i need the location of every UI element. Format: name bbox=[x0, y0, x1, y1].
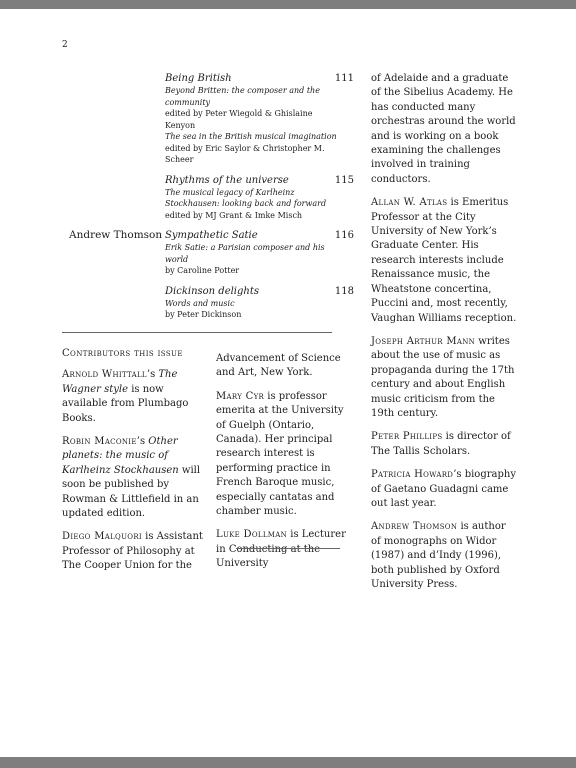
bio-text: is professor emerita at the University of Guelph (Ontario, Canada). Her principal research interest is performing practice in French Baroque music, especially cantatas and chamber music. bbox=[216, 390, 344, 518]
bio-text: is Emeritus Professor at the City University of New York’s Graduate Center. His research interests include Renaissance music, the Wheatstone concertina, Puccini and, most recently, Vaughan Williams reception. bbox=[371, 197, 517, 324]
book-title: Other planets: the music of Karlheinz Stockhausen bbox=[62, 436, 179, 476]
contributor-name: Luke Dollman bbox=[216, 529, 288, 541]
toc-book-title: Beyond Britten: the composer and the community bbox=[165, 86, 320, 107]
bio-text: ’s bbox=[146, 369, 159, 381]
toc-book-credit: edited by Eric Saylor & Christopher M. Scheer bbox=[165, 143, 325, 164]
toc-book-credit: edited by MJ Grant & Imke Misch bbox=[165, 210, 303, 220]
contributor-name: Arnold Whittall bbox=[62, 369, 147, 381]
toc-book-credit: by Caroline Potter bbox=[165, 266, 240, 275]
contributor-bio bbox=[62, 530, 208, 573]
toc-entry bbox=[62, 72, 358, 166]
contributor-name: Andrew Thomson bbox=[371, 521, 458, 533]
contributor-name: Peter Phillips bbox=[371, 431, 443, 443]
bio-text: is Assistant Professor of Philosophy at The Cooper Union for the bbox=[62, 531, 203, 572]
toc-page-number: 116 bbox=[334, 230, 354, 241]
toc-book-credit: edited by Peter Wiegold & Ghislaine Kenyon bbox=[165, 109, 313, 130]
contributor-name: Allan W. Atlas bbox=[371, 197, 448, 209]
toc-page-number: 118 bbox=[334, 285, 354, 297]
bio-text: ’s biography of Gaetano Guadagni came out last year. bbox=[371, 469, 516, 509]
contributor-name: Robin Maconie bbox=[62, 436, 137, 448]
bio-text: is now available from Plumbago Books. bbox=[62, 383, 189, 424]
toc-book-title: Erik Satie: a Parisian composer and his world bbox=[165, 243, 325, 264]
contributor-bio bbox=[371, 335, 517, 421]
bio-text: is author of monographs on Widor (1987) and d’Indy (1996), both published by Oxford University Press. bbox=[371, 521, 506, 590]
contributor-name: Joseph Arthur Mann bbox=[371, 335, 476, 347]
bio-text: will soon be published by Rowman & Littlefield in an updated edition. bbox=[62, 464, 201, 520]
toc-book-title: The sea in the British musical imagination bbox=[165, 132, 337, 141]
contributor-bio bbox=[371, 430, 517, 459]
end-rule bbox=[236, 548, 340, 549]
top-bar bbox=[0, 0, 576, 9]
contributors-column-3 bbox=[371, 72, 517, 601]
toc-book-credit: by Peter Dickinson bbox=[165, 310, 242, 319]
contributor-bio bbox=[371, 520, 517, 592]
bio-text: of Adelaide and a graduate of the Sibelius Academy. He has conducted many orchestras around the world and is working on a book examining the challenges involved in training conductors. bbox=[371, 73, 516, 185]
toc-entry bbox=[62, 229, 358, 277]
toc-page-number: 111 bbox=[334, 73, 354, 84]
bio-text: Advancement of Science and Art, New York. bbox=[216, 353, 341, 379]
contributor-bio bbox=[371, 196, 517, 326]
contributor-bio bbox=[62, 435, 208, 521]
contributor-bio bbox=[371, 468, 517, 511]
section-divider bbox=[62, 332, 332, 333]
bio-text: is Lecturer in Conducting at the University bbox=[216, 529, 346, 570]
contributors-heading: Contributors this issue bbox=[62, 348, 183, 359]
toc-title: Being British bbox=[165, 73, 232, 84]
contributor-bio bbox=[216, 528, 346, 571]
toc-title: Rhythms of the universe bbox=[165, 174, 289, 186]
bio-text: is director of The Tallis Scholars. bbox=[371, 431, 511, 457]
contributor-name: Mary Cyr bbox=[216, 390, 265, 402]
page-number: 2 bbox=[62, 40, 68, 50]
toc-book-title: Words and music bbox=[165, 298, 235, 308]
contributor-name: Diego Malquori bbox=[62, 531, 142, 543]
toc-page-number: 115 bbox=[334, 174, 354, 186]
contributor-bio bbox=[371, 72, 517, 187]
book-title: The Wagner style bbox=[62, 369, 178, 395]
bottom-bar bbox=[0, 757, 576, 768]
contributors-column-1 bbox=[62, 347, 208, 583]
bio-text: ’s bbox=[136, 436, 149, 448]
toc-entry bbox=[62, 174, 358, 222]
contributors-column-2 bbox=[216, 352, 346, 581]
contributor-bio bbox=[216, 390, 346, 520]
contributor-name: Patricia Howard bbox=[371, 469, 454, 481]
bio-text: writes about the use of music as propaganda during the 17th century and about English music criticism from the 19th century. bbox=[371, 335, 515, 419]
toc-author: Andrew Thomson bbox=[69, 229, 163, 241]
toc-entry bbox=[62, 285, 358, 321]
contributor-bio bbox=[62, 368, 208, 426]
toc-book-title: The musical legacy of Karlheinz Stockhausen: looking back and forward bbox=[165, 187, 327, 208]
toc-title: Dickinson delights bbox=[165, 285, 259, 297]
toc-title: Sympathetic Satie bbox=[165, 230, 258, 241]
reviews-contents bbox=[62, 72, 358, 329]
contributor-bio bbox=[216, 352, 346, 381]
